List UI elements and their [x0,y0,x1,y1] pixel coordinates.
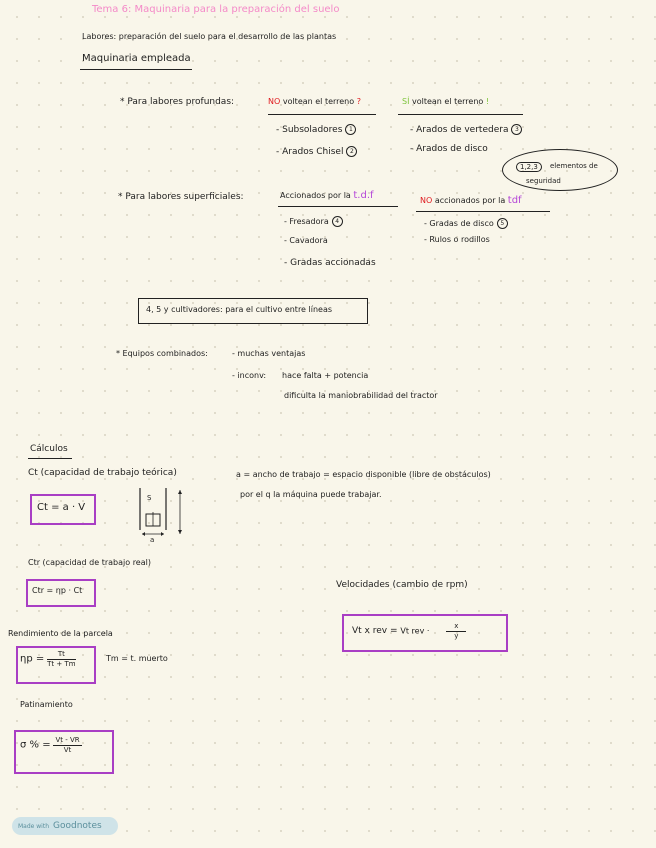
yes-mark: ! [485,97,490,106]
safety-note-text: seguridad [526,177,561,185]
ct-formula: Ct = a · V [37,502,86,513]
deep-yes-underline [398,114,523,115]
list-item: - Rulos o rodillos [424,235,490,244]
fraction: $\frac{Vt - VR}{Vt}$ [55,736,80,754]
list-item: - Subsoladores 1 [276,124,356,136]
a-definition: a = ancho de trabajo = espacio disponible (libre de obstáculos) [236,470,491,479]
surface-right-underline [416,211,550,212]
sketch-label: a [150,536,155,544]
number-circle: 2 [346,146,357,157]
goodnotes-badge[interactable] [12,817,118,835]
a-definition: por el q la máquina puede trabajar. [240,490,382,499]
deep-no-underline [268,114,376,115]
badge-made-with: Made with [18,823,49,830]
yes-word: SÍ [402,97,410,106]
badge-brand: Goodnotes [53,821,102,831]
surface-left-underline [278,206,398,207]
section-heading: Maquinaria empleada [82,53,191,64]
combined-con: hace falta + potencia [282,371,369,380]
number-circle: 1 [345,124,356,135]
calc-underline [28,458,72,459]
boxed-note: 4, 5 y cultivadores: para el cultivo entre líneas [146,305,333,314]
no-word: NO [268,97,281,106]
list-item: - Cavadora [284,236,328,245]
no-rest: voltean el terreno [282,97,355,106]
list-item: - Fresadora 4 [284,216,343,227]
safety-note-text: elementos de [550,162,598,170]
no-mark: ? [356,97,361,106]
list-item: - Gradas de disco 5 [424,218,508,229]
calc-heading: Cálculos [30,444,68,454]
number-circle: 5 [497,218,508,229]
rend-label: Rendimiento de la parcela [8,629,113,638]
fraction: $\frac{x}{y}$ [446,622,466,641]
page-subtitle: Labores: preparación del suelo para el desarrollo de las plantas [82,32,337,41]
pat-formula: σ % = $\frac{Vt - VR}{Vt}$ [20,736,80,754]
list-item: - Arados Chisel 2 [276,146,357,158]
sketch-label: S [147,494,152,502]
velocity-label: Velocidades (cambio de rpm) [336,580,468,590]
ct-label: Ct (capacidad de trabajo teórica) [28,468,177,478]
surface-left-heading: Accionados por la t.d.f [280,190,374,201]
deep-label: * Para labores profundas: [120,97,235,107]
yes-rest: voltean el terreno [411,97,484,106]
safety-note-numbers: 1,2,3 [516,162,542,172]
tm-definition: Tm = t. muerto [106,654,168,663]
fraction: $\frac{Tt}{Tt + Tm}$ [47,650,76,668]
rend-formula: ηp = $\frac{Tt}{Tt + Tm}$ [20,650,76,668]
list-item: - Arados de disco [410,144,488,154]
tdf-label: t.d.f [353,190,374,201]
work-area-sketch [136,484,192,544]
combined-con-label: - inconv: [232,371,267,380]
pat-label: Patinamiento [20,700,73,709]
surface-label: * Para labores superficiales: [118,192,244,202]
number-circle: 3 [511,124,522,135]
section-underline [80,69,192,70]
combined-pro: - muchas ventajas [232,349,306,358]
deep-no-heading [268,97,361,107]
tdf-label: tdf [507,195,522,206]
velocity-formula: Vt x rev = Vt rev · $\frac{x}{y}$ [352,622,466,641]
combined-con: dificulta la maniobrabilidad del tractor [284,391,438,400]
page-title: Tema 6: Maquinaria para la preparación del suelo [92,4,340,15]
list-item: - Gradas accionadas [284,258,376,268]
number-circle: 4 [332,216,343,227]
ctr-formula: Ctr = ηp · Ct [32,586,83,595]
combined-label: * Equipos combinados: [116,349,208,358]
surface-right-heading: NO accionados por la tdf [420,195,522,206]
deep-yes-heading [402,97,489,107]
ctr-label: Ctr (capacidad de trabajo real) [28,558,151,567]
list-item: - Arados de vertedera 3 [410,124,522,136]
